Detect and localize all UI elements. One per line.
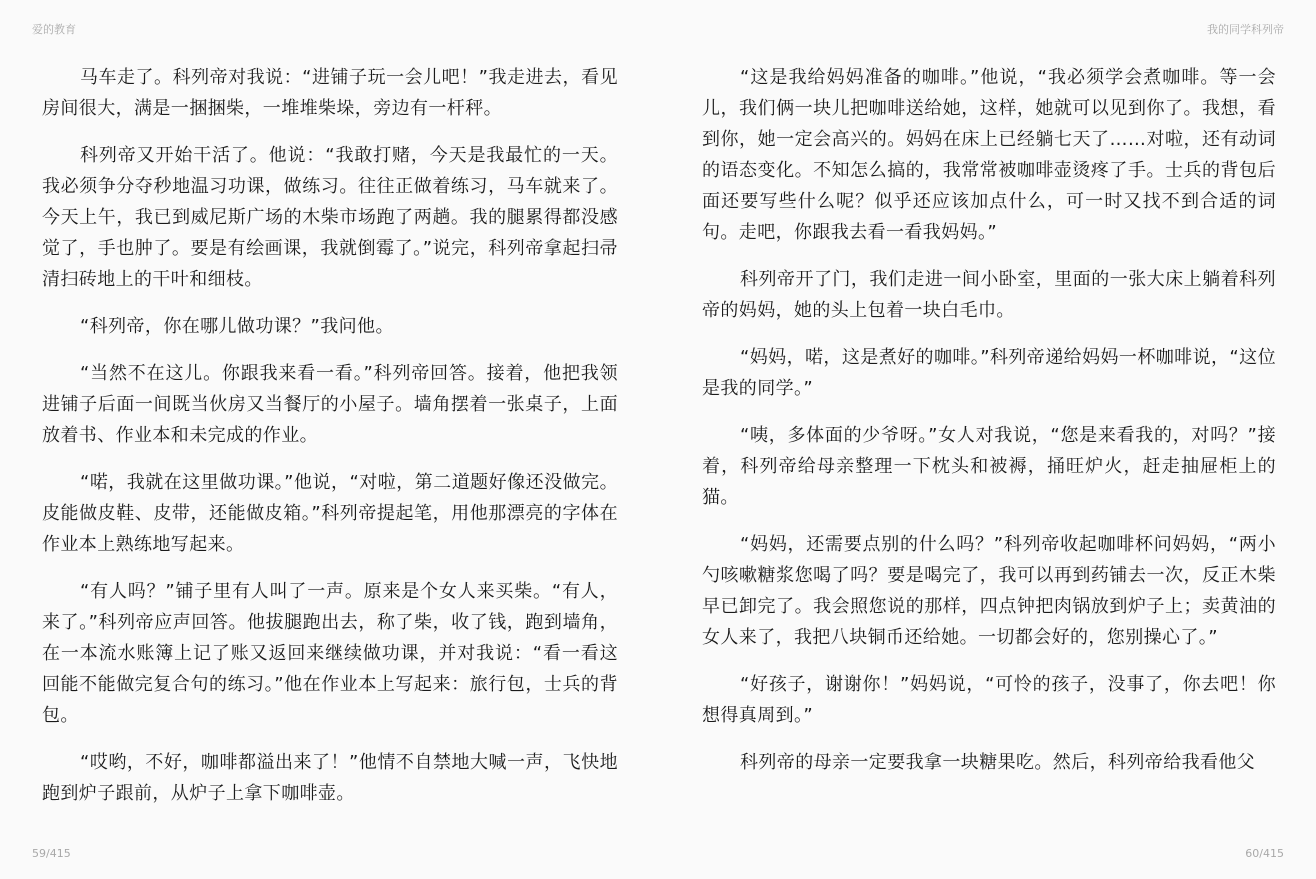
paragraph: “科列帝，你在哪儿做功课？”我问他。 [80, 316, 394, 337]
left-page [42, 62, 618, 825]
chapter-title: 我的同学科列帝 [1207, 23, 1284, 36]
paragraph: 科列帝开了门，我们走进一间小卧室，里面的一张大床上躺着科列帝的妈妈，她的头上包着一块白毛巾。 [702, 269, 1276, 321]
paragraph: 马车走了。科列帝对我说：“进铺子玩一会儿吧！”我走进去，看见房间很大，满是一捆捆柴，一堆堆柴垛，旁边有一杆秤。 [42, 67, 618, 119]
paragraph: “这是我给妈妈准备的咖啡。”他说，“我必须学会煮咖啡。等一会儿，我们俩一块儿把咖啡送给她，这样，她就可以见到你了。我想，看到你，她一定会高兴的。妈妈在床上已经躺七天了……对啦，还有动词的语态变化。不知怎么搞的，我常常被咖啡壶烫疼了手。士兵的背包后面还要写些什么呢？似乎还应该加点什么，可一时又找不到合适的词句。走吧，你跟我去看一看我妈妈。” [702, 67, 1276, 243]
left-page-number: 59/415 [32, 847, 71, 860]
paragraph: “喏，我就在这里做功课。”他说，“对啦，第二道题好像还没做完。皮能做皮鞋、皮带，还能做皮箱。”科列帝提起笔，用他那漂亮的字体在作业本上熟练地写起来。 [42, 472, 618, 555]
paragraph: “好孩子，谢谢你！”妈妈说，“可怜的孩子，没事了，你去吧！你想得真周到。” [702, 674, 1276, 726]
book-title: 爱的教育 [32, 23, 76, 36]
right-page-number: 60/415 [1245, 847, 1284, 860]
paragraph: “哎哟，不好，咖啡都溢出来了！”他情不自禁地大喊一声，飞快地跑到炉子跟前，从炉子上拿下咖啡壶。 [42, 752, 618, 804]
paragraph: “当然不在这儿。你跟我来看一看。”科列帝回答。接着，他把我领进铺子后面一间既当伙房又当餐厅的小屋子。墙角摆着一张桌子，上面放着书、作业本和未完成的作业。 [42, 363, 618, 446]
paragraph: 科列帝的母亲一定要我拿一块糖果吃。然后，科列帝给我看他父 [740, 752, 1256, 773]
paragraph: 科列帝又开始干活了。他说：“我敢打赌，今天是我最忙的一天。我必须争分夺秒地温习功课，做练习。往往正做着练习，马车就来了。今天上午，我已到威尼斯广场的木柴市场跑了两趟。我的腿累得都没感觉了，手也肿了。要是有绘画课，我就倒霉了。”说完，科列帝拿起扫帚清扫砖地上的干叶和细枝。 [42, 145, 618, 290]
paragraph: “有人吗？”铺子里有人叫了一声。原来是个女人来买柴。“有人，来了。”科列帝应声回答。他拔腿跑出去，称了柴，收了钱，跑到墙角，在一本流水账簿上记了账又返回来继续做功课，并对我说：“看一看这回能不能做完复合句的练习。”他在作业本上写起来：旅行包，士兵的背包。 [42, 581, 618, 726]
right-page [702, 62, 1276, 794]
paragraph: “妈妈，喏，这是煮好的咖啡。”科列帝递给妈妈一杯咖啡说，“这位是我的同学。” [702, 347, 1276, 399]
paragraph: “咦，多体面的少爷呀。”女人对我说，“您是来看我的，对吗？”接着，科列帝给母亲整理一下枕头和被褥，捅旺炉火，赶走抽屉柜上的猫。 [702, 425, 1276, 508]
paragraph: “妈妈，还需要点别的什么吗？”科列帝收起咖啡杯问妈妈，“两小勺咳嗽糖浆您喝了吗？要是喝完了，我可以再到药铺去一次，反正木柴早已卸完了。我会照您说的那样，四点钟把肉锅放到炉子上；卖黄油的女人来了，我把八块铜币还给她。一切都会好的，您别操心了。” [702, 534, 1276, 648]
